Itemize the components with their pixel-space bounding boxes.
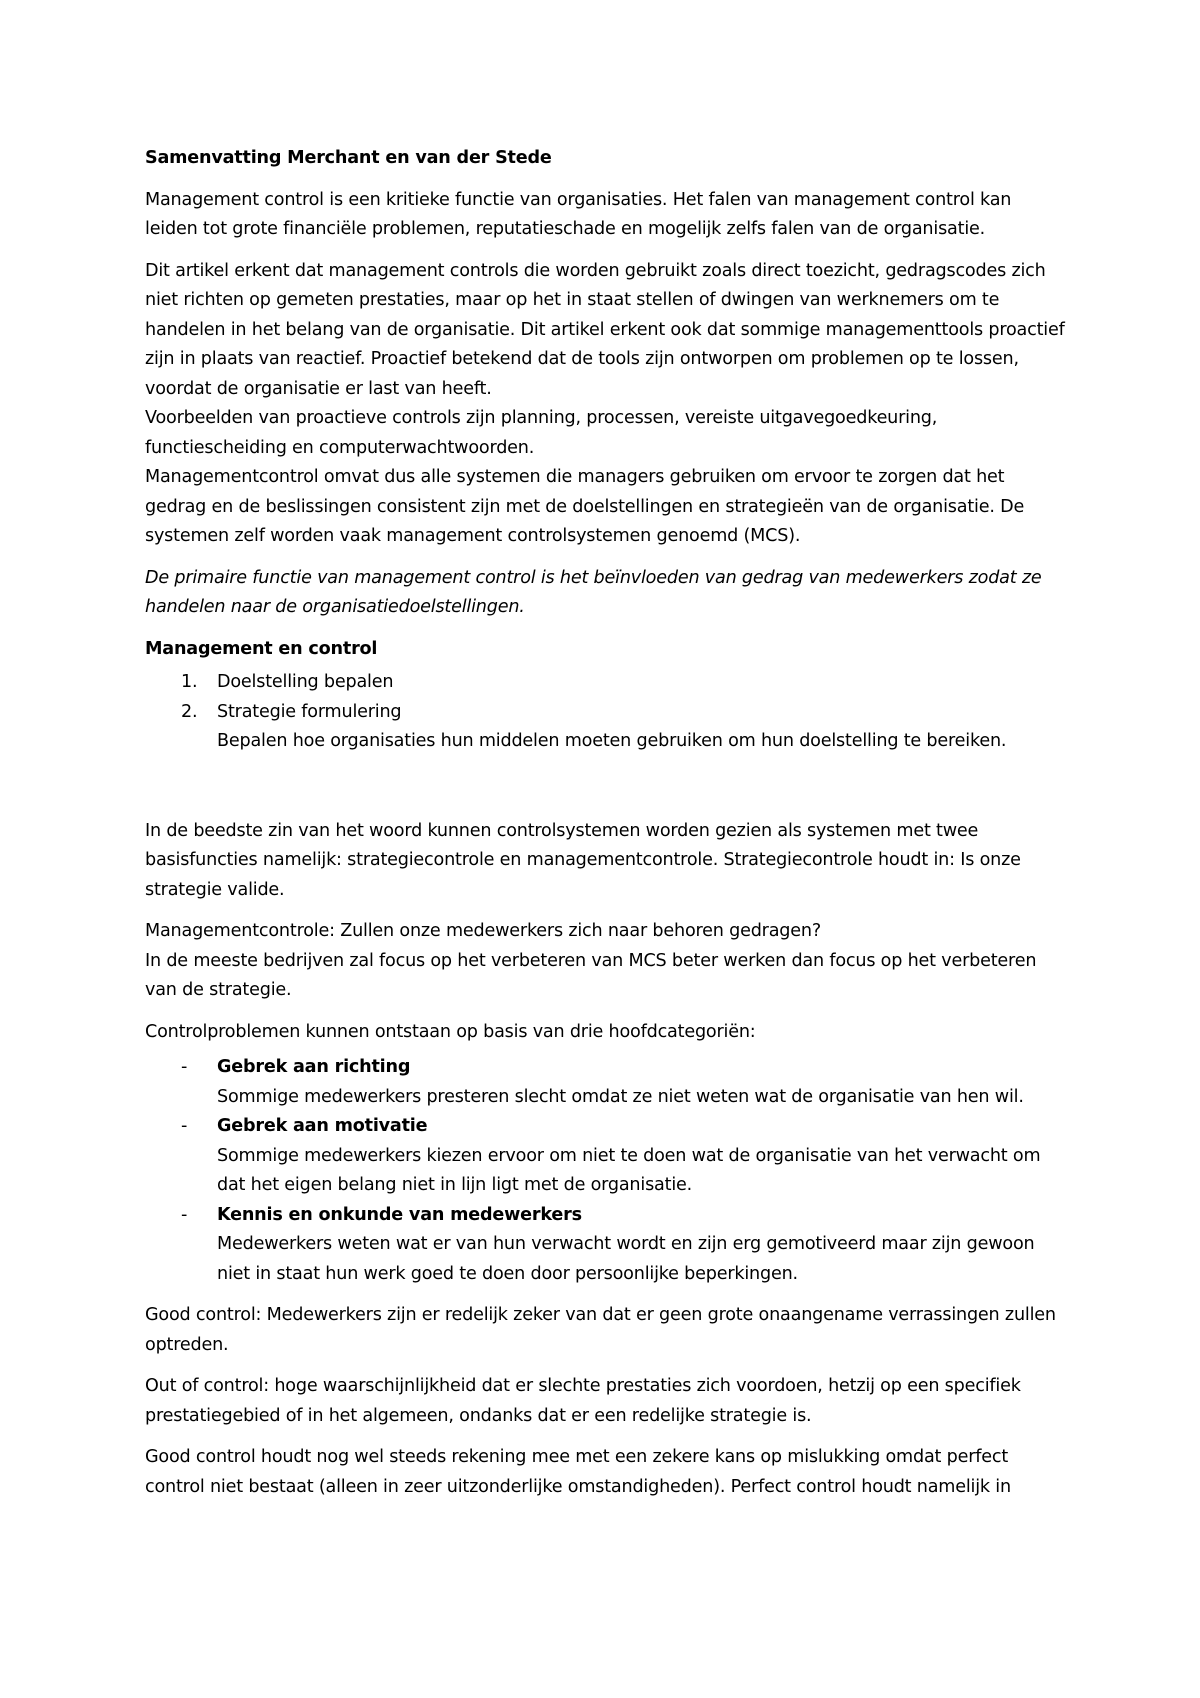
paragraph-examples: Voorbeelden van proactieve controls zijn planning, processen, vereiste uitgavegoedkeuring, functiescheiding en computerwachtwoorden. — [145, 408, 938, 458]
paragraph-article: Dit artikel erkent dat management controls die worden gebruikt zoals direct toezicht, gedragscodes zich niet richten op gemeten prestaties, maar op het in staat stellen of dwingen van werknemers om te handelen in het belang van de organisatie. Dit artikel erkent ook dat sommige managementtools proactief zijn in plaats van reactief. Proactief betekend dat de tools zijn ontworpen om problemen op te lossen, voordat de organisatie er last van heeft. — [145, 260, 1065, 399]
list-item — [145, 1201, 1065, 1290]
problem-title: Gebrek aan richting — [217, 1057, 411, 1077]
problem-title: Gebrek aan motivatie — [217, 1116, 428, 1136]
paragraph-basic-functions: In de beedste zin van het woord kunnen controlsystemen worden gezien als systemen met twee basisfuncties namelijk: strategiecontrole en managementcontrole. Strategiecontrole houdt in: Is onze strategie valide. — [145, 820, 1021, 900]
section-heading: Management en control — [145, 638, 378, 659]
document-body — [145, 144, 1065, 1514]
paragraph-problems-intro: Controlproblemen kunnen ontstaan op basis van drie hoofdcategoriën: — [145, 1021, 756, 1042]
paragraph-mcs: Managementcontrol omvat dus alle systemen die managers gebruiken om ervoor te zorgen dat het gedrag en de beslissingen consistent zijn met de doelstellingen en strategieën van de organisatie. De systemen zelf worden vaak management controlsystemen genoemd (MCS). — [145, 467, 1025, 546]
problem-text: Sommige medewerkers kiezen ervoor om niet te doen wat de organisatie van het verwacht om dat het eigen belang niet in lijn ligt met de organisatie. — [217, 1145, 1041, 1195]
paragraph-out-of-control: Out of control: hoge waarschijnlijkheid dat er slechte prestaties zich voordoen, hetzij op een specifiek prestatiegebied of in het algemeen, ondanks dat er een redelijke strategie is. — [145, 1376, 1021, 1426]
list-marker: 2. — [181, 701, 198, 722]
list-marker: 1. — [181, 672, 198, 692]
paragraph-perfect-control: Good control houdt nog wel steeds rekening mee met een zekere kans op mislukking omdat perfect control niet bestaat (alleen in zeer uitzonderlijke omstandigheden). Perfect control houdt namelijk in — [145, 1447, 1011, 1497]
list-item-text: Doelstelling bepalen — [217, 672, 394, 692]
list-item — [145, 1112, 1065, 1201]
blank-space — [145, 769, 1065, 817]
dash-marker: - — [181, 1057, 188, 1077]
dash-marker: - — [181, 1116, 188, 1136]
dash-marker: - — [181, 1204, 188, 1225]
list-item-subtext: Bepalen hoe organisaties hun middelen moeten gebruiken om hun doelstelling te bereiken. — [217, 731, 1007, 751]
list-item — [145, 668, 1065, 698]
paragraph-intro: Management control is een kritieke functie van organisaties. Het falen van management control kan leiden tot grote financiële problemen, reputatieschade en mogelijk zelfs falen van de organisatie. — [145, 189, 1012, 239]
problem-text: Sommige medewerkers presteren slecht omdat ze niet weten wat de organisatie van hen wil. — [217, 1086, 1024, 1107]
problem-title: Kennis en onkunde van medewerkers — [217, 1204, 582, 1225]
paragraph-primary-function: De primaire functie van management control is het beïnvloeden van gedrag van medewerkers zodat ze handelen naar de organisatiedoelstellingen. — [145, 567, 1042, 617]
paragraph-managementcontrole: Managementcontrole: Zullen onze medewerkers zich naar behoren gedragen? — [145, 921, 821, 941]
numbered-list — [145, 668, 1065, 757]
paragraph-focus: In de meeste bedrijven zal focus op het verbeteren van MCS beter werken dan focus op het verbeteren van de strategie. — [145, 950, 1037, 1000]
list-item-text: Strategie formulering — [217, 701, 402, 722]
paragraph-good-control: Good control: Medewerkers zijn er redelijk zeker van dat er geen grote onaangename verrassingen zullen optreden. — [145, 1305, 1056, 1355]
document-title: Samenvatting Merchant en van der Stede — [145, 148, 552, 168]
problem-text: Medewerkers weten wat er van hun verwacht wordt en zijn erg gemotiveerd maar zijn gewoon niet in staat hun werk goed te doen door persoonlijke beperkingen. — [217, 1234, 1035, 1284]
list-item — [145, 1053, 1065, 1112]
list-item — [145, 698, 1065, 757]
problems-list — [145, 1053, 1065, 1289]
